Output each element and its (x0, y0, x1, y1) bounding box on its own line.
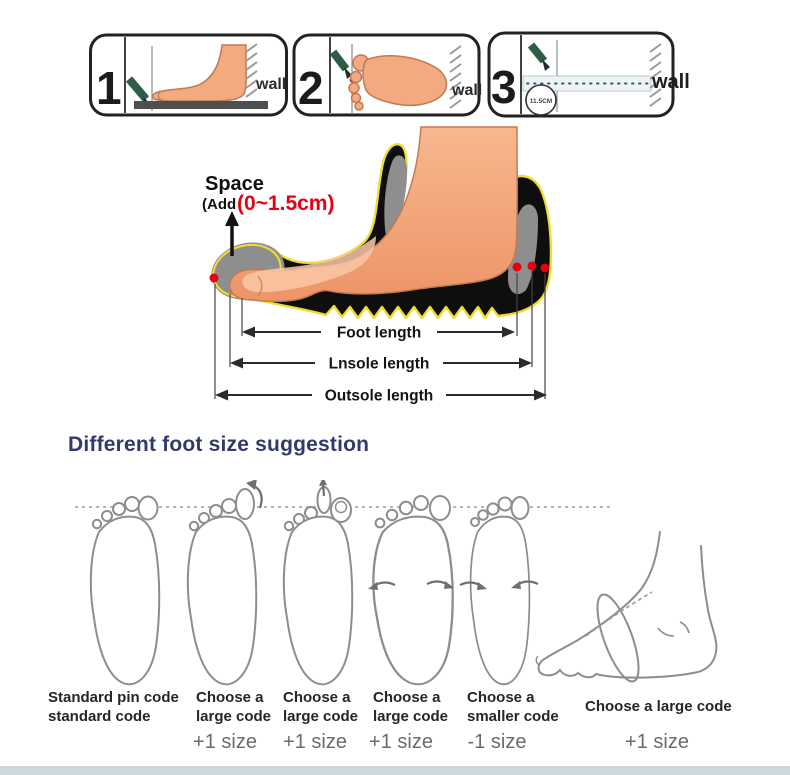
caption-large-code-1 (196, 688, 271, 726)
red-dot-insole-heel (528, 262, 537, 271)
measure-value: 11.5CM (529, 98, 553, 105)
up-arrow-icon (323, 484, 324, 496)
section-title: Different foot size suggestion (68, 433, 370, 456)
size-adjust-label: -1 size (467, 731, 527, 753)
suggestion-foot-long-second-toe (284, 480, 352, 684)
caption-large-code-girth (585, 697, 732, 716)
space-value: (0~1.5cm) (237, 192, 335, 215)
space-prefix: (Add (202, 196, 237, 213)
step-number-1: 1 (96, 62, 122, 114)
caption-large-code-2 (283, 688, 358, 726)
size-adjust-label: +1 size (193, 731, 257, 753)
ankle-fill (539, 532, 717, 678)
caption-line: smaller code (467, 708, 559, 725)
suggestion-foot-standard (91, 497, 159, 685)
foot-length-diagram (88, 118, 568, 418)
curve-arrow-head (246, 480, 257, 490)
foot-length-label: Foot length (336, 324, 422, 342)
bottom-edge-strip (0, 766, 790, 775)
wall-label: wall (452, 82, 483, 99)
step-panel-3 (489, 33, 690, 116)
panel-3-border (489, 33, 673, 116)
caption-line: Choose a (196, 689, 264, 706)
caption-large-code-3 (373, 688, 448, 726)
caption-smaller-code (467, 688, 559, 726)
measurement-outsole-length (215, 384, 547, 405)
measure-steps-panels (0, 0, 790, 125)
caption-line: Choose a large code (585, 698, 732, 715)
step-number-3: 3 (491, 61, 517, 113)
size-adjust-label: +1 size (283, 731, 347, 753)
red-dot-outsole-toe (210, 274, 219, 283)
measurement-insole-length (230, 352, 532, 373)
caption-line: large code (196, 708, 272, 725)
caption-line: Standard pin code (48, 689, 179, 706)
suggestion-foot-girth (536, 532, 716, 686)
up-arrow-head (319, 480, 327, 486)
step-number-2: 2 (298, 62, 324, 114)
floor-bar (134, 101, 268, 109)
wall-label: wall (652, 71, 690, 93)
outsole-length-label: Outsole length (324, 387, 434, 405)
caption-line: Choose a (467, 689, 535, 706)
step-panel-1 (91, 35, 287, 115)
insole-length-label: Lnsole length (328, 355, 430, 373)
suggestion-foot-wide (368, 496, 454, 684)
space-annotation (202, 173, 334, 256)
suggestion-foot-long-big-toe (188, 480, 262, 684)
size-adjust-label: +1 size (369, 731, 433, 753)
caption-line: standard code (48, 708, 151, 725)
caption-line: large code (283, 708, 359, 725)
caption-line: Choose a (373, 689, 441, 706)
red-dot-outsole-heel (541, 264, 550, 273)
suggestion-foot-narrow (460, 497, 538, 684)
caption-line: large code (373, 708, 449, 725)
space-title: Space (205, 173, 264, 195)
caption-standard (48, 688, 179, 726)
measurement-foot-length (242, 321, 515, 342)
red-dot-foot-heel (513, 263, 522, 272)
step-panel-2 (294, 35, 482, 115)
wall-label: wall (256, 76, 287, 93)
size-adjust-label: +1 size (625, 731, 689, 753)
caption-line: Choose a (283, 689, 351, 706)
foot-type-illustrations (0, 480, 790, 708)
